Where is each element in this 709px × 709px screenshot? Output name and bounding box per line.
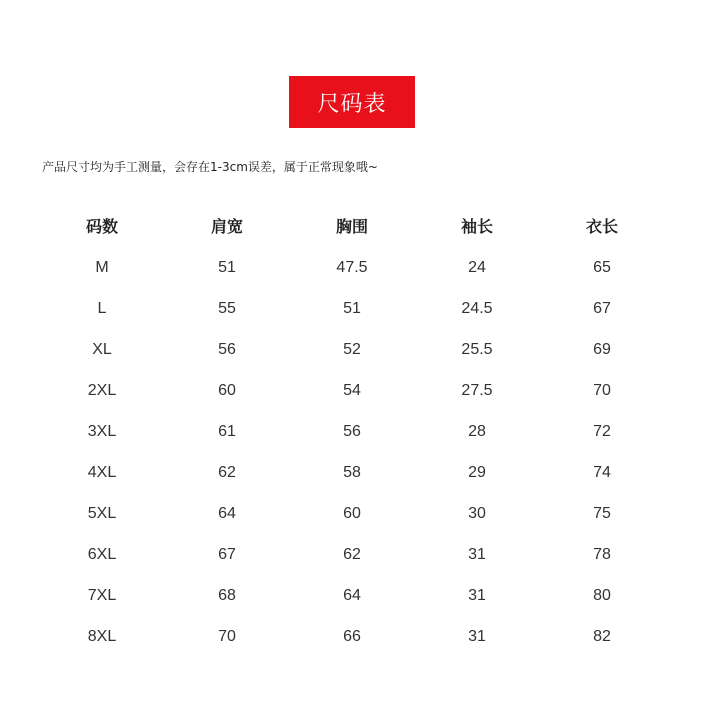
table-row: [0, 575, 709, 616]
shoulder-cell: 68: [218, 587, 236, 604]
column-header-chest: 胸围: [335, 217, 368, 236]
size-cell: XL: [92, 341, 112, 358]
sleeve-cell: 31: [468, 546, 486, 563]
column-header-size: 码数: [85, 217, 118, 236]
size-chart-title-banner: [289, 76, 415, 128]
shoulder-cell: 56: [218, 341, 236, 358]
chest-cell: 66: [343, 628, 361, 645]
sleeve-cell: 24.5: [461, 300, 493, 317]
length-cell: 80: [593, 587, 611, 604]
length-cell: 65: [593, 259, 611, 276]
table-row: [0, 493, 709, 534]
sleeve-cell: 29: [468, 464, 486, 481]
sleeve-cell: 31: [468, 587, 486, 604]
size-table: [0, 206, 709, 657]
shoulder-cell: 60: [218, 382, 236, 399]
size-cell: M: [95, 259, 109, 276]
size-cell: 3XL: [87, 423, 117, 440]
chest-cell: 62: [343, 546, 361, 563]
sleeve-cell: 31: [468, 628, 486, 645]
column-header-shoulder: 肩宽: [210, 217, 243, 236]
size-cell: 7XL: [87, 587, 117, 604]
length-cell: 82: [593, 628, 611, 645]
size-cell: 6XL: [87, 546, 117, 563]
shoulder-cell: 55: [218, 300, 236, 317]
length-cell: 74: [593, 464, 611, 481]
column-header-length: 衣长: [585, 217, 618, 236]
column-header-sleeve: 袖长: [460, 217, 493, 236]
sleeve-cell: 24: [468, 259, 486, 276]
sleeve-cell: 28: [468, 423, 486, 440]
sleeve-cell: 27.5: [461, 382, 493, 399]
table-row: [0, 288, 709, 329]
size-cell: 5XL: [87, 505, 117, 522]
chest-cell: 56: [343, 423, 361, 440]
chest-cell: 54: [343, 382, 361, 399]
table-header-row: [0, 206, 709, 247]
table-row: [0, 616, 709, 657]
table-row: [0, 452, 709, 493]
chest-cell: 60: [343, 505, 361, 522]
table-row: [0, 534, 709, 575]
chest-cell: 58: [343, 464, 361, 481]
table-row: [0, 329, 709, 370]
size-cell: 4XL: [87, 464, 117, 481]
shoulder-cell: 67: [218, 546, 236, 563]
size-cell: 2XL: [87, 382, 117, 399]
length-cell: 67: [593, 300, 611, 317]
table-row: [0, 247, 709, 288]
length-cell: 69: [593, 341, 611, 358]
chest-cell: 47.5: [336, 259, 368, 276]
length-cell: 70: [593, 382, 611, 399]
measurement-note: 产品尺寸均为手工测量，会存在1-3cm误差，属于正常现象哦~: [42, 160, 378, 174]
length-cell: 78: [593, 546, 611, 563]
table-row: [0, 370, 709, 411]
chest-cell: 52: [343, 341, 361, 358]
shoulder-cell: 62: [218, 464, 236, 481]
shoulder-cell: 51: [218, 259, 236, 276]
page-title: 尺码表: [317, 91, 387, 117]
shoulder-cell: 61: [218, 423, 236, 440]
size-cell: L: [97, 300, 107, 317]
chest-cell: 51: [343, 300, 361, 317]
sleeve-cell: 30: [468, 505, 486, 522]
length-cell: 75: [593, 505, 611, 522]
size-cell: 8XL: [87, 628, 117, 645]
sleeve-cell: 25.5: [461, 341, 493, 358]
chest-cell: 64: [343, 587, 361, 604]
shoulder-cell: 70: [218, 628, 236, 645]
shoulder-cell: 64: [218, 505, 236, 522]
length-cell: 72: [593, 423, 611, 440]
table-row: [0, 411, 709, 452]
